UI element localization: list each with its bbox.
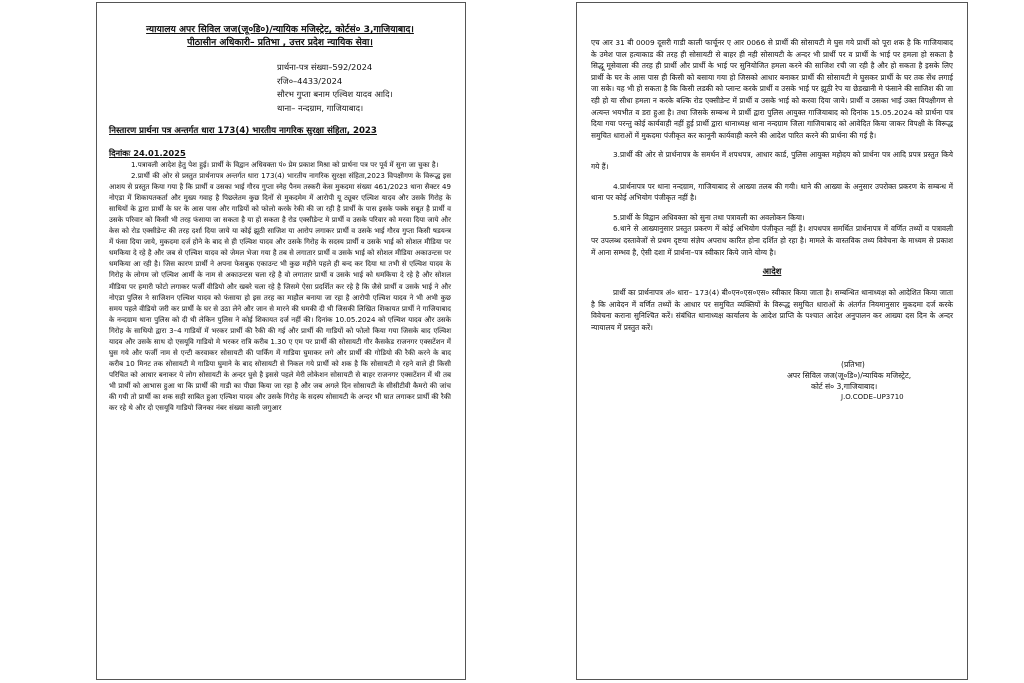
order-heading: आदेश (762, 266, 782, 277)
order-page-1 (96, 2, 466, 680)
presiding-officer: पीठासीन अधिकारी– प्रतिभा , उत्तर प्रदेश न्यायिक सेवा। (187, 37, 373, 48)
paragraph-6: 6.थाने से आख्यानुसार प्रस्तुत प्रकरण में कोई अभियोग पंजीकृत नहीं है। शपथपत्र समर्थित प्रार्थनापत्र में वर्णित तथ्यों व पत्रावली पर उपलब्ध दस्तावेजों से प्रथम दृष्टया संज्ञेय अपराध कारित होना दर्शित हो रहा है। मामले के वास्तविक तथ्य विवेचना के माध्यम से प्रकाश में आना सम्भव है, ऐसी दशा में प्रार्थना–पत्र स्वीकार किये जाने योग्य है। (591, 224, 953, 257)
paragraph-3: 3.प्रार्थी की ओर से प्रार्थनापत्र के समर्थन में शपथपत्र, आधार कार्ड, पुलिस आयुक्त महोदय को प्रार्थना पत्र आदि प्रपत्र प्रस्तुत किये गये हैं। (591, 150, 953, 171)
registration-number: रजि०–4433/2024 (277, 75, 343, 86)
paragraph-2-continued: एच आर 31 बी 0009 दूसरी गाडी काली फार्चूनर ए आर 0066 से प्रार्थी की सोसायटी मे घुस गये प्रार्थी को पूरा शक है कि गाजियाबाद के उमेश पाल हत्याकाड की तरह ही सोसायटी से बाहर ही नही सोसायटी के अन्दर भी प्रार्थी पर व प्रार्थी के भाई पर हमला हो सकता है सिद्धू मूसेवाला की तरह ही प्रार्थी और प्रार्थी के भाई पर सुनियोजित हमला करने की साजिश रची जा रही है और हो सकता है इसके लिए प्रार्थी के घर के आस पास ही किसी को बसाया गया हो जिसको आधार बनाकर प्रार्थी की सोसायटी मे घुसकर प्रार्थी के घर तक सेंध लगाई जा सके। यह भी हो सकता है कि किसी लडकी को प्लान्ट करके प्रार्थी व उसके भाई पर झूठी रेप या छेडखानी मे फंसाने की साजिश की जा रही हो या सीधा हमला न करके बल्कि रोड एक्सीडेन्ट में प्रार्थी व उसके भाई को करवा दिया जाये। प्रार्थी व उसका भाई उक्त विपक्षीगण से अत्यन्त भयभीत व डरा हुआ है। तथा जिसके सम्बन्ध मे प्रार्थी द्वारा पुलिस आयुक्त गाजियाबाद को दिनांक 15.05.2024 को प्रार्थना पत्र दिया गया परन्तु कोई कार्यवाही नहीं हुई प्रार्थी द्वारा थानाध्यक्ष थाना नन्दग्राम जिला गाजियाबाद को आवेदित किया जाकर विपक्षी के विरूद्ध समुचित धाराओं में मुकदमा पंजीकृत कर कानूनी कार्यवाही करने की आदेश पारित करने की प्रार्थना की गई है। (591, 38, 953, 140)
page2-body (591, 37, 953, 258)
paragraph-2: 2.प्रार्थी की ओर से प्रस्तुत प्रार्थनापत्र अन्तर्गत धारा 173(4) भारतीय नागरिक सुरक्षा संहिता,2023 विपक्षीगण के विरूद्ध इस आशय से प्रस्तुत किया गया है कि प्रार्थी व उसका भाई गौरव गुप्ता स्नेह पैनम तस्करी केस मुकदमा संख्या 461/2023 थाना सैक्टर 49 नोएडा में शिकायतकर्ता और मुख्य गवाह है पिछलेतम कुछ दिनों से मुकदमेम में आरोपी यू ट्यूबर एल्विश यादव और उसके गिरोह के साथियों के द्वारा प्रार्थी के घर के आस पास और गाडियों को फोलो करके रेकी की जा रही है प्रार्थी के पास इसके पक्के सबूत है प्रार्थी व उसके परिवार को किसी भी तरह फंसाया जा सकता है या हो सकता है रोड एक्सीडेन्ट मे प्रार्थी व उसके परिवार को मरवा दिया जाये और केस को रोड एक्सीडेन्ट की तरह दर्शा दिया जाये या कोई झूठी साजिश या आरोप लगाकर प्रार्थी व उसके भाई गौरव गुप्ता किसी षडयन्त्र में फंसा दिया जाये, मुकदमा दर्ज होने के बाद से ही एल्विश यादव और उसके गिरोह के सदस्य प्रार्थी व उसके भाई को सोशल मीडिया पर धमकिया दे रहे है और जब से एल्विश यादव को जेमल भेजा गया है तब से लगातार प्रार्थी व उसके भाई को सोशल मीडिया अकाउन्टस पर धमकिया आ रही है। जिस कारण प्रार्थी ने अपना फेसबुक एकाउन्ट भी कुछ महीने पहले ही बन्द कर दिया था तभी से एल्विश यादव के गिरोह के लोगम जो एल्विश आर्मी के नाम से अकाउन्टस चला रहे है वो लगातार प्रार्थी व उसके भाई को धमकिया दे रहे है और सोशल मीडिया पर हमारी फोटो लगाकर फर्जी वीडियो और खबरे चला रहे है जिसमे ऐसा प्रदर्शित कर रहे है कि जैसे प्रार्थी व उसके भाई ने और नोएडा पुलिस ने साजिशन एल्विश यादव को फंसाया हो इस तरह का माहौल बनाया जा रहा है आरोपी एल्विश यादव ने भी अभी कुछ समय पहले वीडियो जरी कर प्रार्थी के घर से उठा लेने और जान से मारने की धमकी दी थी जिसकी लिखित शिकायत प्रार्थी ने गाजियाबाद के नन्दग्राम थाना पुलिस को दी थी लेकिन पुलिस ने कोई शिकायत दर्ज नहीं की। दिनांक 10.05.2024 को एल्विश यादव और उसके गिरोह के साथियो द्वारा 3–4 गाडियों में भरकर प्रार्थी की रैकी की गई और प्रार्थी की गाडियों को फोलो किया गया जिसके बाद एल्विश यादव और उसके साथ दो एसयूवि गाडियो मे भरकर रात्रि करीब 1.30 ए एम पर प्रार्थी की सोसायटी गौर कैसकेड राजनगर एक्सटेंशन में घुस गये और फर्जी नाम से एन्टी करवाकर सोसायटी की पार्किंग में गाडिया घुमाकर लगे और प्रार्थी की गोडियो की रैकी करने के बाद करीब 10 मिनट तक सोसायटी मे गाडिया घुमाने के बाद सोसायटी से निकल गये प्रार्थी को शक है कि सोसायटी मे रहने वाले ही किसी परिचित को आधार बनाकर ये लोग सोसायटी के अन्दर घुसे है इससे पहले मेरी लोकेशन सोसायटी से बाहर राजनगर एक्सटेंशन में थी तब भी प्रार्थी को आभास हुआ था कि प्रार्थी की गाडी का पीछा किया जा रहा है और जब अगले दिन सोसायटी के सीसीटीवी कैमरो की जांच की गयी तो प्रार्थी का शक सही साबित हुआ एल्विश यादव और उसके गिरोह के सदस्य सोसायटी के अन्दर भी घात लगाकर प्रार्थी की रैकी कर रहे थे और दो एसयूवि गाडियो जिनका नंबर संख्या काली जगुआर (109, 171, 451, 413)
paragraph-4: 4.प्रार्थनापत्र पर थाना नन्दग्राम, गाजियाबाद से आख्या तलब की गयी। थाने की आख्या के अनुसार उपरोक्त प्रकरण के सम्बन्ध में थाना पर कोई अभियोग पंजीकृत नहीं है। (591, 181, 953, 203)
jo-code: J.O.CODE–UP3710 (841, 393, 904, 402)
order-text: प्रार्थी का प्रार्थनापत्र अं० धारा– 173(4) बी०एन०एस०एस० स्वीकार किया जाता है। सम्बन्धित थानाध्यक्ष को आदेशित किया जाता है कि आवेदन में वर्णित तथ्यों के आधार पर समुचित व्यक्तियों के विरूद्ध समुचित धाराओं के अंतर्गत नियमानुसार मुकदमा दर्ज करके विवेचना कराना सुनिश्चित करें। संबंधित थानाध्यक्ष कार्यालय के आदेश प्राप्ति के पश्चात आदेश अनुपालन कर आख्या दस दिन के अन्दर न्यायालय में प्रस्तुत करें। (591, 288, 953, 332)
paragraph-1: 1.पत्रावली आदेश हेतु पेश हुई। प्रार्थी के विद्वान अधिवक्ता पं० प्रेम प्रकाश मिश्रा को प्रार्थना पत्र पर पूर्व में सुना जा चुका है। (131, 160, 439, 169)
order-page-2 (576, 2, 968, 680)
signatory-court: कोर्ट सं० 3,गाजियाबाद। (811, 382, 878, 392)
order-date: दिनांकः 24.01.2025 (109, 148, 186, 158)
signatory-title: अपर सिविल जज(जू०डि०)/न्यायिक मजिस्ट्रेट, (787, 371, 912, 381)
case-details (277, 61, 451, 115)
page1-body (109, 159, 451, 413)
application-number: प्रार्थना-पत्र संख्या–592/2024 (277, 62, 373, 72)
case-title: सौरभ गुप्ता बनाम एल्विश यादव आदि। (277, 89, 393, 99)
signatory-name: (प्रतिभा) (841, 360, 865, 370)
signature-block (787, 359, 953, 403)
court-heading: न्यायालय अपर सिविल जज(जू०डि०)/न्यायिक मजिस्ट्रेट, कोर्टसं० 3,गाजियाबाद। (146, 24, 414, 35)
order-subject: निस्तारण प्रार्थना पत्र अन्तर्गत धारा 173(4) भारतीय नागरिक सुरक्षा संहिता, 2023 (109, 126, 377, 136)
paragraph-5: 5.प्रार्थी के विद्वान अधिवक्ता को सुना तथा पत्रावली का अवलोकन किया। (613, 212, 805, 222)
police-station: थाना– नन्दग्राम, गाजियाबाद। (277, 102, 364, 113)
order-body (591, 287, 953, 333)
